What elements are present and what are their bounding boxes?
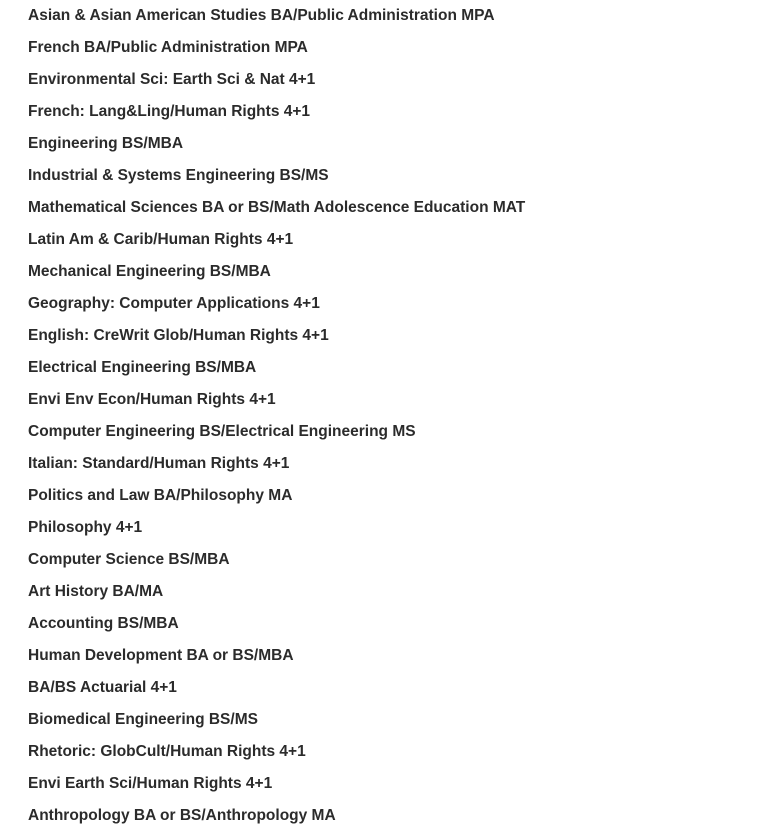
program-item: Anthropology BA or BS/Anthropology MA: [28, 807, 336, 824]
program-item: Computer Science BS/MBA: [28, 551, 230, 568]
program-item: Human Development BA or BS/MBA: [28, 647, 294, 664]
program-item: Environmental Sci: Earth Sci & Nat 4+1: [28, 71, 316, 88]
program-item: Geography: Computer Applications 4+1: [28, 295, 320, 312]
program-item: Italian: Standard/Human Rights 4+1: [28, 455, 290, 472]
program-item: Art History BA/MA: [28, 583, 164, 600]
program-list: [28, 6, 525, 838]
program-item: Envi Env Econ/Human Rights 4+1: [28, 391, 276, 408]
program-item: Rhetoric: GlobCult/Human Rights 4+1: [28, 743, 306, 760]
program-item: Mechanical Engineering BS/MBA: [28, 263, 271, 280]
program-item: Mathematical Sciences BA or BS/Math Adolescence Education MAT: [28, 199, 526, 216]
program-item: Philosophy 4+1: [28, 519, 143, 536]
program-item: Politics and Law BA/Philosophy MA: [28, 487, 293, 504]
program-item: BA/BS Actuarial 4+1: [28, 679, 177, 696]
program-item: Asian & Asian American Studies BA/Public Administration MPA: [28, 7, 495, 24]
program-item: Latin Am & Carib/Human Rights 4+1: [28, 231, 294, 248]
program-item: Accounting BS/MBA: [28, 615, 179, 632]
program-item: English: CreWrit Glob/Human Rights 4+1: [28, 327, 329, 344]
program-item: Biomedical Engineering BS/MS: [28, 711, 258, 728]
program-item: Engineering BS/MBA: [28, 135, 184, 152]
program-item: Envi Earth Sci/Human Rights 4+1: [28, 775, 273, 792]
program-item: Computer Engineering BS/Electrical Engineering MS: [28, 423, 416, 440]
program-item: French: Lang&Ling/Human Rights 4+1: [28, 103, 311, 120]
program-item: Industrial & Systems Engineering BS/MS: [28, 167, 329, 184]
program-item: Electrical Engineering BS/MBA: [28, 359, 257, 376]
program-item: French BA/Public Administration MPA: [28, 39, 308, 56]
